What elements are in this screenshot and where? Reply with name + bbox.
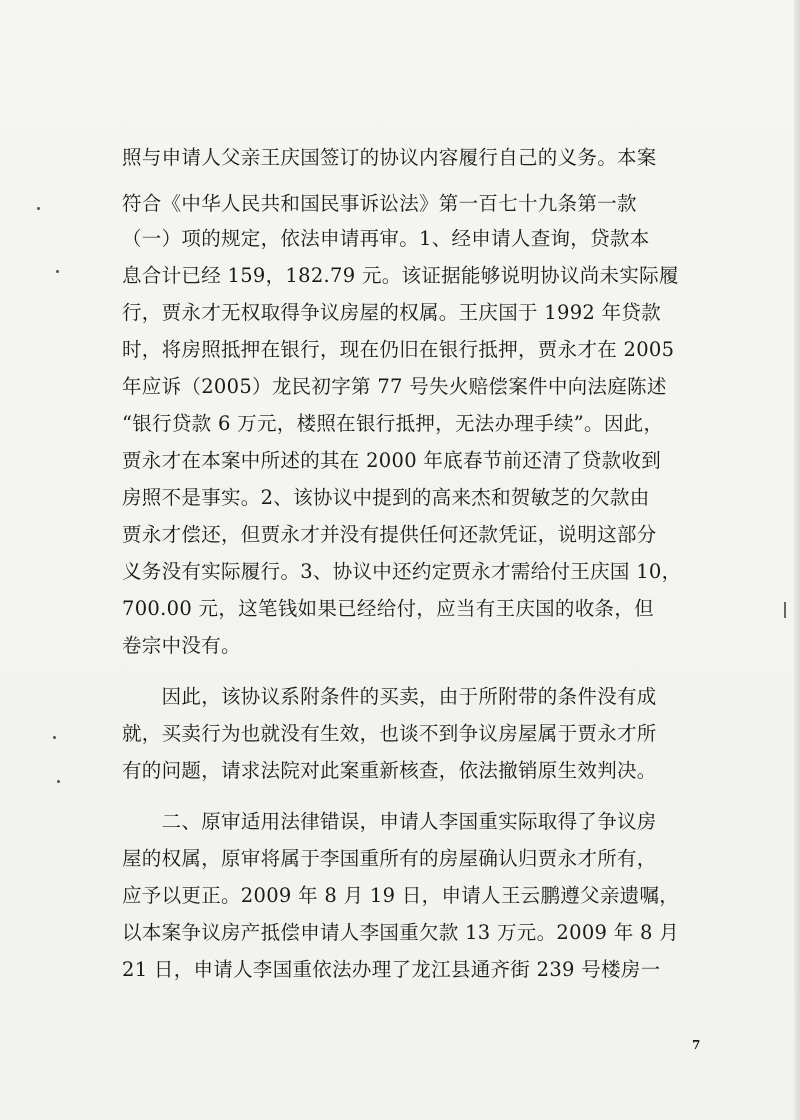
scan-dot-2 — [53, 736, 56, 739]
text-line-7: 年应诉（2005）龙民初字第 77 号失火赔偿案件中向法庭陈述 — [122, 375, 667, 398]
text-line-6: 时，将房照抵押在银行，现在仍旧在银行抵押，贾永才在 2005 — [122, 338, 675, 361]
text-line-16: 就，买卖行为也就没有生效，也谈不到争议房屋属于贾永才所 — [122, 722, 657, 745]
text-line-22: 21 日，申请人李国重依法办理了龙江县通齐街 239 号楼房一 — [122, 958, 661, 981]
text-line-10: 房照不是事实。2、该协议中提到的高来杰和贺敏芝的欠款由 — [122, 486, 650, 509]
text-line-17: 有的问题，请求法院对此案重新核查，依法撤销原生效判决。 — [122, 759, 657, 782]
scan-dot-1 — [56, 270, 59, 273]
text-line-8: “银行贷款 6 万元，楼照在银行抵押，无法办理手续”。因此， — [122, 412, 664, 435]
text-line-1: 照与申请人父亲王庆国签订的协议内容履行自己的义务。本案 — [122, 146, 657, 169]
text-line-5: 行，贾永才无权取得争议房屋的权属。王庆国于 1992 年贷款 — [122, 301, 662, 324]
text-line-14: 卷宗中没有。 — [122, 634, 241, 657]
scan-dot-4 — [37, 207, 40, 210]
text-line-12: 义务没有实际履行。3、协议中还约定贾永才需给付王庆国 10， — [122, 560, 682, 583]
text-line-2: 符合《中华人民共和国民事诉讼法》第一百七十九条第一款 — [122, 192, 637, 215]
text-line-13: 700.00 元，这笔钱如果已经给付，应当有王庆国的收条，但 — [122, 597, 654, 620]
margin-mark — [784, 602, 786, 618]
text-line-3: （一）项的规定，依法申请再审。1、经申请人查询，贷款本 — [122, 227, 650, 250]
text-line-9: 贾永才在本案中所述的其在 2000 年底春节前还清了贷款收到 — [122, 449, 662, 472]
text-line-21: 以本案争议房产抵偿申请人李国重欠款 13 万元。2009 年 8 月 — [122, 921, 680, 944]
text-line-20: 应予以更正。2009 年 8 月 19 日，申请人王云鹏遵父亲遗嘱， — [122, 884, 680, 907]
page-number: 7 — [692, 1038, 701, 1052]
text-line-19: 屋的权属，原审将属于李国重所有的房屋确认归贾永才所有， — [122, 847, 657, 870]
text-line-11: 贾永才偿还，但贾永才并没有提供任何还款凭证，说明这部分 — [122, 523, 657, 546]
scan-dot-3 — [57, 780, 60, 783]
text-line-15: 因此，该协议系附条件的买卖，由于所附带的条件没有成 — [122, 685, 657, 708]
text-line-18: 二、原审适用法律错误，申请人李国重实际取得了争议房 — [122, 810, 657, 833]
text-line-4: 息合计已经 159，182.79 元。该证据能够说明协议尚未实际履 — [122, 264, 679, 287]
page-edge — [794, 0, 800, 1120]
